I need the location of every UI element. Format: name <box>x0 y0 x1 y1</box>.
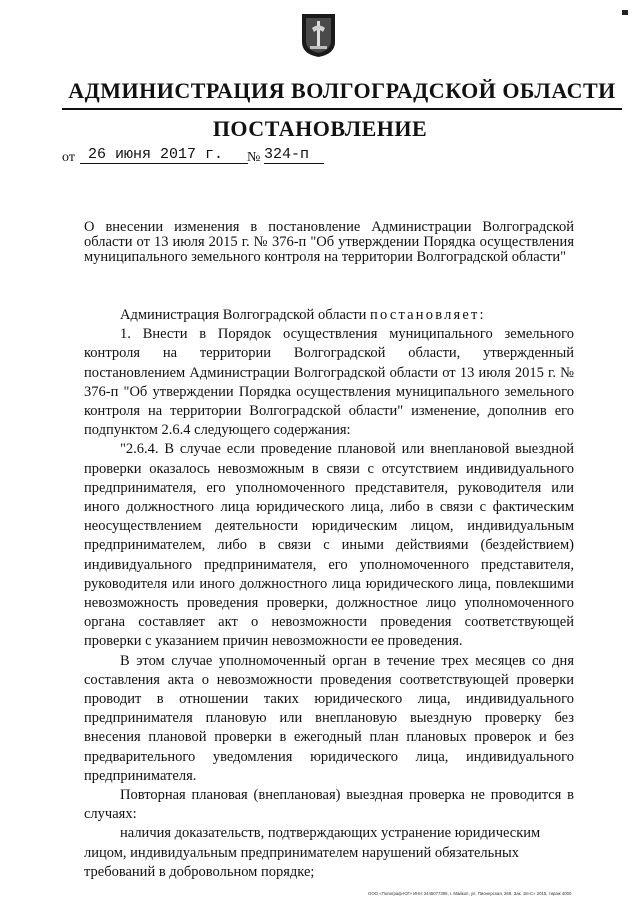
scan-marker <box>622 10 628 15</box>
paragraph-2: "2.6.4. В случае если проведение плановой или внеплановой выездной проверки оказалось невозможным в связи с отсутствием индивидуального предпринимателя, его уполномоченного представителя, руководителя или иного должностного лица юридического лица, либо в связи с фактическим неосуществлением деятельности юридическим лицом, индивидуальным предпринимателем, либо в связи с иными действиями (бездействием) индивидуального предпринимателя, его уполномоченного представителя, руководителя или иного должностного лица юридического лица, повлекшими невозможность проведения проверки, должностное лицо уполномоченного органа составляет акт о невозможности проведения соответствующей проверки с указанием причин невозможности ее проведения. <box>84 441 574 650</box>
document-subject: О внесении изменения в постановление Администрации Волгоградской области от 13 июля 2015 г. № 376-п "Об утверждении Порядка осуществления муниципального земельного контроля на территории Волгоградской области" <box>84 219 574 265</box>
coat-of-arms-icon <box>300 12 337 58</box>
document-number: 324-п <box>264 146 324 164</box>
document-body <box>84 306 574 882</box>
date-prefix: от <box>62 150 75 165</box>
paragraph-5: наличия доказательств, подтверждающих устранение юридическим лицом, индивидуальным предпринимателем нарушений обязательных требований в добровольном порядке; <box>84 825 541 880</box>
print-footer: ООО «Полиграф-ЮГ» ИНН 3445077395, г. Майкоп, ул. Пионерская, 268. Зак. 18«С» 2015, тираж 4000 <box>368 891 572 896</box>
agency-title: АДМИНИСТРАЦИЯ ВОЛГОГРАДСКОЙ ОБЛАСТИ <box>62 78 622 110</box>
paragraph-4: Повторная плановая (внеплановая) выездная проверка не проводится в случаях: <box>84 787 574 823</box>
document-type-title: ПОСТАНОВЛЕНИЕ <box>212 116 428 141</box>
intro-paragraph <box>84 306 574 325</box>
intro-verb: постановляет: <box>370 307 486 323</box>
number-prefix: № <box>247 150 261 165</box>
paragraph-3: В этом случае уполномоченный орган в течение трех месяцев со дня составления акта о невозможности проведения соответствующей проверки проводит в отношении таких юридического лица, индивидуального предпринимателя плановую или внеплановую выездную проверку без внесения плановой проверки в ежегодный план плановых проверок и без предварительного уведомления юридического лица, индивидуального предпринимателя. <box>84 652 574 784</box>
paragraph-1: 1. Внести в Порядок осуществления муниципального земельного контроля на территории Волгоградской области, утвержденный постановлением Администрации Волгоградской области от 13 июля 2015 г. № 376-п "Об утверждении Порядка осуществления муниципального земельного контроля на территории Волгоградской области" изменение, дополнив его подпунктом 2.6.4 следующего содержания: <box>84 326 574 439</box>
document-date: 26 июня 2017 г. <box>80 146 248 164</box>
intro-lead: Администрация Волгоградской области <box>120 307 367 323</box>
